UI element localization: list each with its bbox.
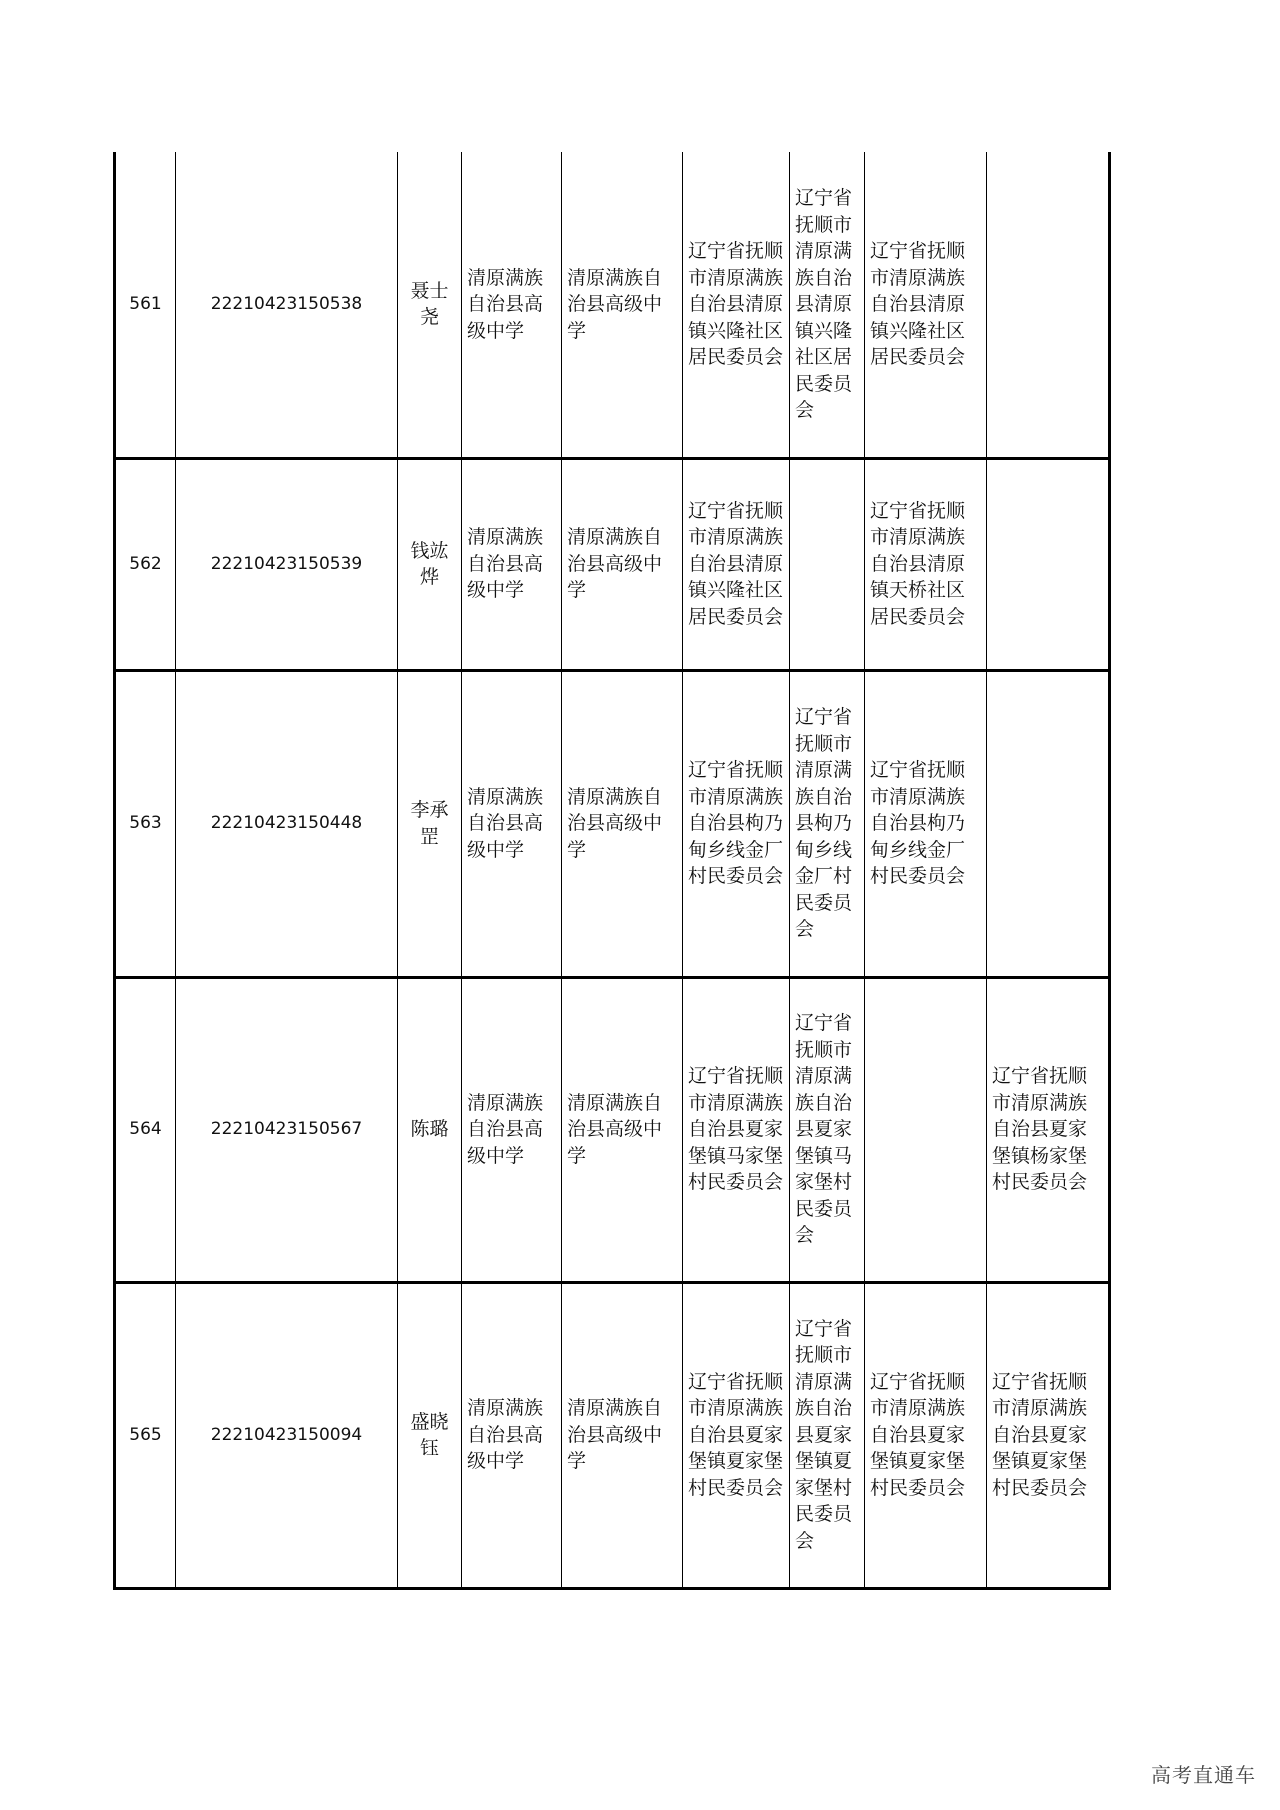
school: 清原满族自治县高级中学 [462, 458, 562, 670]
table-row [115, 977, 1110, 1282]
address-1: 辽宁省抚顺市清原满族自治县枸乃甸乡线金厂村民委员会 [683, 670, 790, 977]
address-2: 辽宁省抚顺市清原满族自治县夏家堡镇夏家堡村民委员会 [790, 1282, 865, 1588]
address-3: 辽宁省抚顺市清原满族自治县夏家堡镇夏家堡村民委员会 [865, 1282, 987, 1588]
row-number: 564 [115, 977, 176, 1282]
school: 清原满族自治县高级中学 [462, 670, 562, 977]
student-name: 陈璐 [398, 977, 462, 1282]
school-2: 清原满族自治县高级中学 [562, 977, 683, 1282]
table-row [115, 1282, 1110, 1588]
address-1: 辽宁省抚顺市清原满族自治县夏家堡镇夏家堡村民委员会 [683, 1282, 790, 1588]
table-row [115, 458, 1110, 670]
address-2: 辽宁省抚顺市清原满族自治县夏家堡镇马家堡村民委员会 [790, 977, 865, 1282]
watermark-text: 高考直通车 [1151, 1763, 1256, 1787]
school-2: 清原满族自治县高级中学 [562, 670, 683, 977]
school-2: 清原满族自治县高级中学 [562, 1282, 683, 1588]
row-number: 561 [115, 152, 176, 458]
student-name: 李承罡 [398, 670, 462, 977]
row-number: 563 [115, 670, 176, 977]
student-name: 盛晓钰 [398, 1282, 462, 1588]
school-2: 清原满族自治县高级中学 [562, 458, 683, 670]
school: 清原满族自治县高级中学 [462, 152, 562, 458]
address-1: 辽宁省抚顺市清原满族自治县清原镇兴隆社区居民委员会 [683, 458, 790, 670]
address-3: 辽宁省抚顺市清原满族自治县清原镇天桥社区居民委员会 [865, 458, 987, 670]
address-4: 辽宁省抚顺市清原满族自治县夏家堡镇夏家堡村民委员会 [987, 1282, 1110, 1588]
exam-id: 22210423150094 [176, 1282, 398, 1588]
exam-id: 22210423150539 [176, 458, 398, 670]
address-3 [865, 977, 987, 1282]
school: 清原满族自治县高级中学 [462, 1282, 562, 1588]
address-1: 辽宁省抚顺市清原满族自治县清原镇兴隆社区居民委员会 [683, 152, 790, 458]
address-2: 辽宁省抚顺市清原满族自治县清原镇兴隆社区居民委员会 [790, 152, 865, 458]
row-number: 562 [115, 458, 176, 670]
address-2: 辽宁省抚顺市清原满族自治县枸乃甸乡线金厂村民委员会 [790, 670, 865, 977]
table-row [115, 670, 1110, 977]
address-1: 辽宁省抚顺市清原满族自治县夏家堡镇马家堡村民委员会 [683, 977, 790, 1282]
address-3: 辽宁省抚顺市清原满族自治县枸乃甸乡线金厂村民委员会 [865, 670, 987, 977]
address-4 [987, 458, 1110, 670]
student-name: 钱竑烨 [398, 458, 462, 670]
school: 清原满族自治县高级中学 [462, 977, 562, 1282]
school-2: 清原满族自治县高级中学 [562, 152, 683, 458]
address-4 [987, 670, 1110, 977]
row-number: 565 [115, 1282, 176, 1588]
address-4: 辽宁省抚顺市清原满族自治县夏家堡镇杨家堡村民委员会 [987, 977, 1110, 1282]
student-name: 聂士尧 [398, 152, 462, 458]
exam-id: 22210423150538 [176, 152, 398, 458]
table-row [115, 152, 1110, 458]
address-3: 辽宁省抚顺市清原满族自治县清原镇兴隆社区居民委员会 [865, 152, 987, 458]
exam-id: 22210423150567 [176, 977, 398, 1282]
exam-id: 22210423150448 [176, 670, 398, 977]
address-4 [987, 152, 1110, 458]
student-table [113, 152, 1111, 1590]
address-2 [790, 458, 865, 670]
